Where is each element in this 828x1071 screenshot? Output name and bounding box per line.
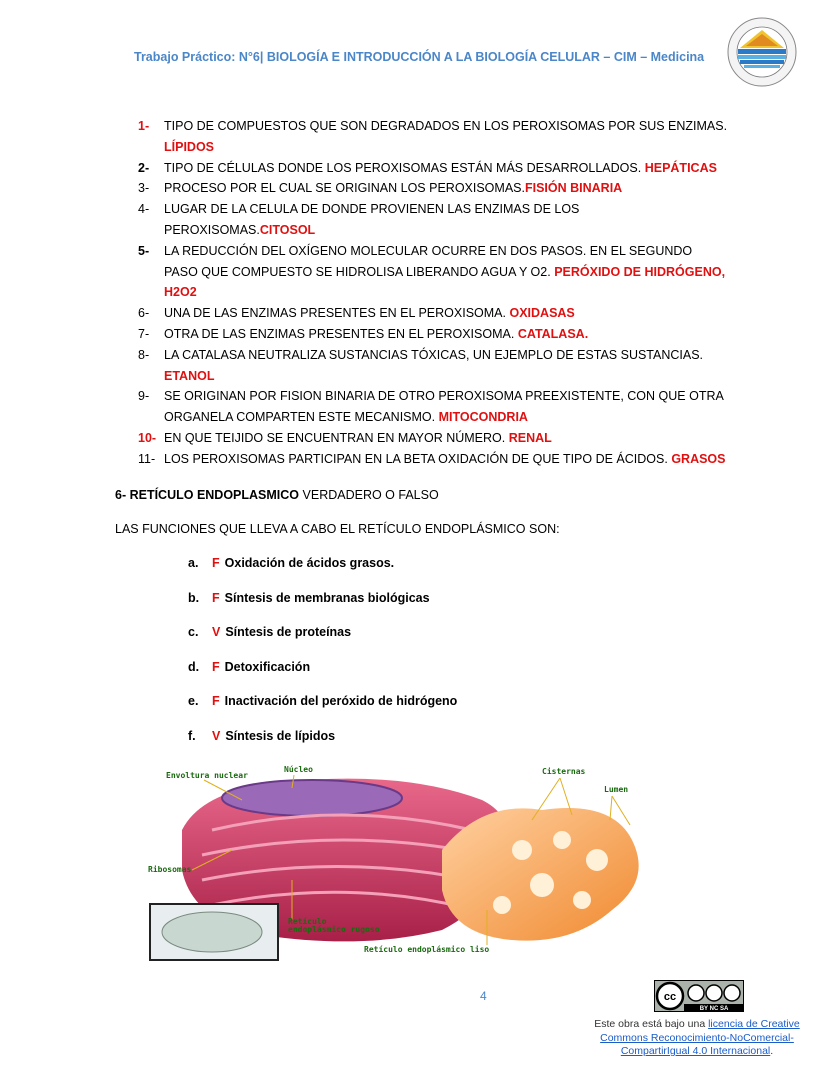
label-nuclear-envelope: Envoltura nuclear bbox=[166, 771, 248, 780]
question-number: 1- bbox=[138, 119, 150, 133]
tf-letter: d. bbox=[188, 659, 200, 674]
question-answer: RENAL bbox=[508, 430, 552, 445]
question-text: PROCESO POR EL CUAL SE ORIGINAN LOS PEROXISOMAS. bbox=[164, 181, 525, 196]
header-title: Trabajo Práctico: N°6| BIOLOGÍA E INTRODUCCIÓN A LA BIOLOGÍA CELULAR – CIM – Medicina bbox=[134, 50, 705, 64]
question-text: LA REDUCCIÓN DEL OXÍGENO MOLECULAR OCURRE EN DOS PASOS. EN EL SEGUNDO PASO QUE COMPUESTO SE HIDROLISA LIBERANDO AGUA Y O2. bbox=[164, 243, 693, 279]
label-lumen: Lumen bbox=[604, 785, 629, 794]
tf-text: Síntesis de membranas biológicas bbox=[224, 590, 430, 605]
license-notice bbox=[588, 1018, 806, 1059]
tf-letter: c. bbox=[188, 625, 199, 640]
question-item bbox=[138, 241, 728, 303]
endoplasmic-reticulum-illustration bbox=[142, 760, 694, 965]
question-text: EN QUE TEIJIDO SE ENCUENTRAN EN MAYOR NÚMERO. bbox=[164, 430, 506, 445]
question-text: LA CATALASA NEUTRALIZA SUSTANCIAS TÓXICAS, UN EJEMPLO DE ESTAS SUSTANCIAS. bbox=[164, 347, 704, 362]
tf-letter: b. bbox=[188, 590, 200, 605]
label-ribosomes: Ribosomas bbox=[148, 865, 192, 874]
tf-item bbox=[188, 656, 457, 691]
question-item bbox=[138, 324, 728, 345]
tf-text: Oxidación de ácidos grasos. bbox=[224, 556, 395, 570]
question-item bbox=[138, 345, 728, 387]
tf-mark: F bbox=[212, 556, 220, 570]
question-item bbox=[138, 199, 728, 241]
question-answer: OXIDASAS bbox=[509, 306, 575, 321]
section-title-rest: VERDADERO O FALSO bbox=[299, 488, 439, 502]
nucleus-shape bbox=[222, 780, 402, 816]
question-number: 10- bbox=[138, 430, 157, 445]
true-false-list bbox=[188, 552, 457, 760]
tf-mark: V bbox=[212, 625, 221, 640]
question-answer: FISIÓN BINARIA bbox=[524, 181, 623, 196]
label-nucleus: Núcleo bbox=[284, 765, 313, 774]
tf-mark: V bbox=[212, 728, 221, 743]
question-number: 2- bbox=[138, 160, 150, 175]
question-answer: HEPÁTICAS bbox=[644, 160, 717, 175]
question-number: 11- bbox=[138, 451, 156, 466]
question-number: 9- bbox=[138, 389, 150, 404]
question-answer: GRASOS bbox=[671, 451, 726, 466]
label-rer-line1: Retículo bbox=[288, 917, 327, 926]
question-number: 5- bbox=[138, 243, 150, 258]
tf-letter: a. bbox=[188, 556, 199, 570]
label-rer-line2: endoplásmico rugoso bbox=[288, 925, 380, 934]
tf-item bbox=[188, 621, 457, 656]
question-item bbox=[138, 449, 728, 470]
label-ser: Retículo endoplásmico liso bbox=[364, 945, 490, 954]
question-item bbox=[138, 428, 728, 449]
cc-badge-text: BY NC SA bbox=[699, 1006, 729, 1012]
question-answer: CITOSOL bbox=[259, 222, 316, 237]
tf-letter: f. bbox=[188, 728, 196, 743]
tf-item bbox=[188, 690, 457, 725]
question-answer: CATALASA. bbox=[517, 326, 589, 341]
license-prefix: Este obra está bajo una bbox=[594, 1018, 709, 1030]
question-number: 4- bbox=[138, 202, 150, 217]
question-answer: LÍPIDOS bbox=[164, 139, 215, 154]
question-answer: ETANOL bbox=[164, 368, 215, 383]
page-number: 4 bbox=[480, 989, 487, 1003]
question-number: 6- bbox=[138, 306, 150, 321]
question-item bbox=[138, 303, 728, 324]
creative-commons-badge[interactable] bbox=[654, 980, 744, 1012]
license-link[interactable]: licencia de Creative Commons Reconocimiento-NoComercial-CompartirIgual 4.0 Internacional bbox=[600, 1018, 800, 1057]
tf-item bbox=[188, 725, 457, 760]
svg-text:cc: cc bbox=[663, 991, 677, 1003]
section-title bbox=[115, 488, 439, 502]
section-title-bold: 6- RETÍCULO ENDOPLASMICO bbox=[115, 488, 300, 502]
question-text: TIPO DE COMPUESTOS QUE SON DEGRADADOS EN LOS PEROXISOMAS POR SUS ENZIMAS. bbox=[164, 119, 728, 133]
tf-text: Detoxificación bbox=[224, 659, 311, 674]
tf-text: Inactivación del peróxido de hidrógeno bbox=[224, 694, 458, 709]
tf-text: Síntesis de lípidos bbox=[225, 728, 336, 743]
question-item bbox=[138, 178, 728, 199]
label-cisternae: Cisternas bbox=[542, 767, 586, 776]
question-number: 8- bbox=[138, 347, 150, 362]
tf-item bbox=[188, 552, 457, 587]
question-text: UNA DE LAS ENZIMAS PRESENTES EN EL PEROXISOMA. bbox=[164, 306, 506, 321]
question-text: TIPO DE CÉLULAS DONDE LOS PEROXISOMAS ESTÁN MÁS DESARROLLADOS. bbox=[164, 160, 642, 175]
section-intro: LAS FUNCIONES QUE LLEVA A CABO EL RETÍCULO ENDOPLÁSMICO SON: bbox=[115, 522, 560, 536]
tf-mark: F bbox=[212, 590, 220, 605]
license-suffix: . bbox=[770, 1045, 774, 1057]
university-logo bbox=[726, 16, 798, 88]
question-item bbox=[138, 158, 728, 179]
tf-mark: F bbox=[212, 694, 220, 709]
tf-item bbox=[188, 587, 457, 622]
tf-mark: F bbox=[212, 659, 220, 674]
question-text: OTRA DE LAS ENZIMAS PRESENTES EN EL PEROXISOMA. bbox=[164, 326, 515, 341]
question-text: LOS PEROXISOMAS PARTICIPAN EN LA BETA OXIDACIÓN DE QUE TIPO DE ÁCIDOS. bbox=[164, 451, 668, 466]
peroxisome-questions-list bbox=[138, 116, 728, 470]
question-text: LUGAR DE LA CELULA DE DONDE PROVIENEN LAS ENZIMAS DE LOS PEROXISOMAS. bbox=[164, 202, 580, 237]
question-text: SE ORIGINAN POR FISION BINARIA DE OTRO PEROXISOMA PREEXISTENTE, CON QUE OTRA ORGANELA COMPARTEN ESTE MECANISMO. bbox=[164, 389, 724, 425]
question-item bbox=[138, 386, 728, 428]
tf-text: Síntesis de proteínas bbox=[225, 625, 352, 640]
question-answer: PERÓXIDO DE HIDRÓGENO, H2O2 bbox=[164, 264, 726, 300]
tf-letter: e. bbox=[188, 694, 199, 709]
question-item bbox=[138, 116, 728, 158]
question-number: 7- bbox=[138, 326, 150, 341]
question-answer: MITOCONDRIA bbox=[438, 410, 528, 425]
question-number: 3- bbox=[138, 181, 150, 196]
